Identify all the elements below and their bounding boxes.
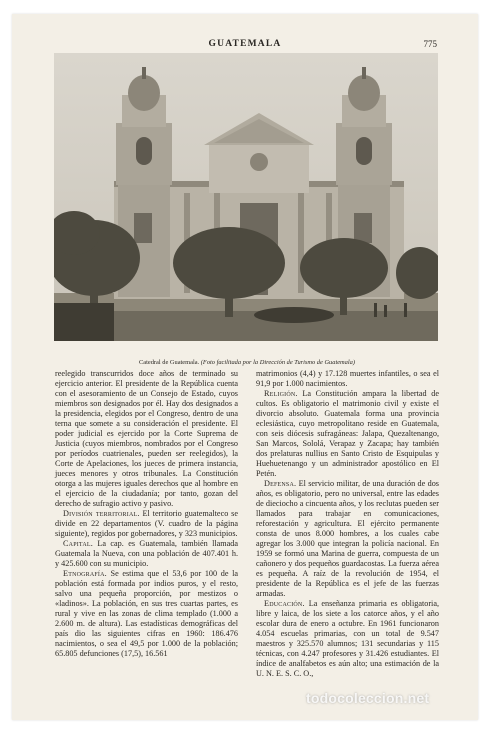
cathedral-photo: [54, 53, 438, 341]
paragraph-text: matrimonios (4,4) y 17.128 muertes infantiles, o sea el 91,9 por 1.000 nacimientos.: [256, 369, 439, 388]
section-heading: Etnografía.: [63, 569, 107, 578]
photo-caption: [56, 359, 438, 366]
paragraph: [256, 389, 439, 479]
paragraph: [256, 369, 439, 389]
paragraph-text: El servicio militar, de una duración de dos años, es obligatorio, pero no universal, entre las edades de dieciocho a cincuenta años, y los reclutas pueden ser llamados para trabajar en comunicaciones, reforestación y agricultura. El ejército permanente consta de unos 8.000 hombres, a los cuales cabe agregar los 3.000 que integran la policía nacional. En 1959 se formó una Marina de guerra, compuesta de un cañonero y dos pequeños guardacostas. La fuerza aérea es pequeña. A raíz de la revolución de 1954, el presidente de la República es el jefe de las fuerzas armadas.: [256, 479, 439, 598]
caption-credit: (Foto facilitada por la Dirección de Turismo de Guatemala): [200, 359, 355, 366]
paragraph-text: La Constitución ampara la libertad de cultos. Es obligatorio el matrimonio civil y existe el divorcio absoluto. Guatemala forma una provincia eclesiástica, cuyo metropolitano reside en Guatemala, con seis diócesis sufragáneas: Jalapa, Quezaltenango, San Marcos, Sololá, Verapaz y Zacapa; hay también dos prelaturas nullius en Santo Cristo de Esquipulas y Huehuetenango y un administrador apostólico en El Petén.: [256, 389, 440, 478]
watermark: todocoleccion.net: [306, 690, 430, 706]
paragraph-text: La enseñanza primaria es obligatoria, libre y laica, de los siete a los catorce años, y el año escolar dura de enero a octubre. En 1961 funcionaron 4.054 escuelas primarias, con un total de 9.547 maestros y 325.570 alumnos; 131 secundarias y 115 técnicas, con 4.247 profesores y 31.426 estudiantes. El índice de analfabetos es aún alto; una estimación de la U. N. E. S. C. O.,: [256, 599, 440, 678]
left-text-column: [55, 369, 238, 659]
section-heading: Capital.: [63, 539, 93, 548]
paragraph: [256, 479, 439, 599]
paragraph-text: El territorio guatemalteco se divide en 22 departamentos (V. cuadro de la página siguiente), regidos por gobernadores, y 323 municipios.: [55, 509, 239, 538]
paragraph: [256, 599, 439, 679]
page-number: 775: [423, 39, 437, 49]
scanned-page: [12, 14, 478, 720]
paragraph: [55, 569, 238, 659]
paragraph-text: reelegido transcurridos doce años de terminado su ejercicio anterior. El presidente de la República cuenta con el asesoramiento de un Consejo de Estado, cuyos miembros son designados por él. Hay dos designados a la presidencia, elegidos por el Congreso, dentro de una terna que somete a su consideración el presidente. El poder judicial es ejercido por la Corte Suprema de Justicia (cuyos miembros, nombrados por el Congreso por períodos cuatrienales, pueden ser reelegidos), la Corte de Apelaciones, los jueces de primera instancia, jueces menores y otros tribunales. La Constitución otorga a las mujeres iguales derechos que al hombre en el ejercicio de la ciudadanía; por tanto, gozan del derecho de sufragio activo y pasivo.: [55, 369, 238, 508]
paragraph-text: La cap. es Guatemala, también llamada Guatemala la Nueva, con una población de 407.401 h. y 425.600 con su municipio.: [55, 539, 238, 568]
caption-main: Catedral de Guatemala.: [139, 359, 200, 366]
running-title: GUATEMALA: [208, 39, 282, 49]
paragraph: [55, 509, 238, 539]
section-heading: Religión.: [264, 389, 298, 398]
section-heading: Educación.: [264, 599, 305, 608]
paragraph-text: Se estima que el 53,6 por 100 de la población está formada por indios puros, y el resto, salvo una pequeña proporción, por mestizos o «ladinos». La población, en sus tres cuartas partes, es rural y vive en las zonas de clima templado (1.000 a 2.600 m. de altura). Las estadísticas demográficas del país dio las siguientes cifras en 1960: 186.476 nacimientos, o sea el 49,5 por 1.000 de la población; 65.805 defunciones (17,5), 16.561: [55, 569, 238, 658]
section-heading: Defensa.: [264, 479, 297, 488]
section-heading: División territorial.: [63, 509, 140, 518]
cathedral-illustration: [54, 53, 438, 341]
paragraph: [55, 539, 238, 569]
right-text-column: [256, 369, 439, 679]
paragraph: [55, 369, 238, 509]
